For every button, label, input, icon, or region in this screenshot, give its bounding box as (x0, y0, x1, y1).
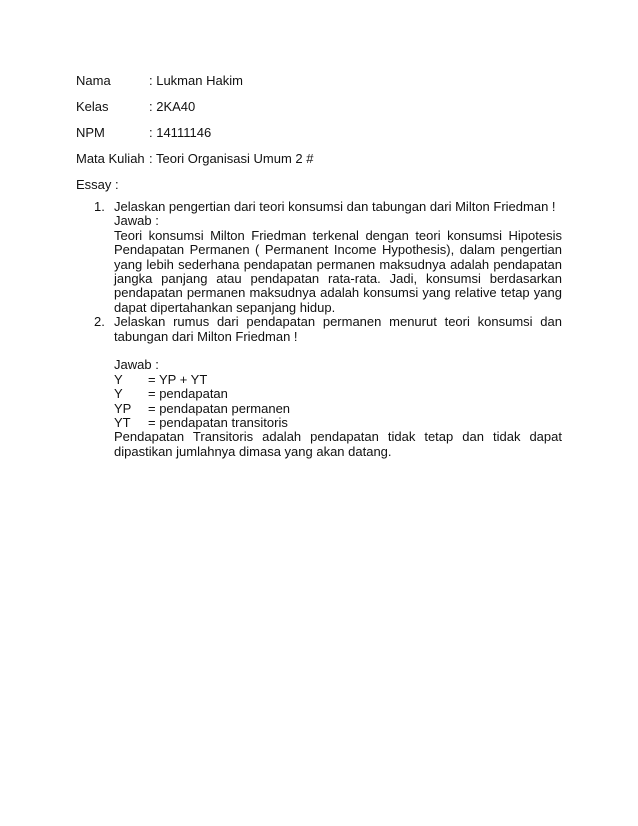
student-info (76, 73, 314, 177)
info-label: Mata Kuliah (76, 151, 145, 166)
question-list (94, 200, 562, 459)
formula-variable: YP (114, 400, 132, 416)
formula-variable: YT (114, 415, 131, 431)
formula-definition: = pendapatan transitoris (148, 415, 288, 431)
answer-label: Jawab : (114, 357, 159, 373)
formula-definition: = YP + YT (148, 371, 208, 387)
question-text: Jelaskan rumus dari pendapatan permanen menurut teori konsumsi dan tabungan dari Milton Friedman ! (114, 314, 562, 344)
formula-row (114, 416, 562, 430)
info-row-kelas (76, 99, 314, 115)
info-row-npm (76, 125, 314, 141)
info-label: NPM (76, 125, 105, 140)
question-number: 1. (94, 199, 105, 214)
info-row-mata-kuliah (76, 151, 314, 167)
blank-line (114, 344, 562, 358)
info-label: Nama (76, 73, 111, 88)
info-value: : Lukman Hakim (149, 73, 243, 88)
formula-variable: Y (114, 371, 123, 387)
info-value: : 2KA40 (149, 99, 196, 114)
formula-variable: Y (114, 386, 123, 402)
question-text: Jelaskan pengertian dari teori konsumsi dan tabungan dari Milton Friedman ! (114, 199, 556, 214)
formula-row (114, 387, 562, 401)
question-number: 2. (94, 314, 105, 330)
formula-definition: = pendapatan permanen (148, 400, 291, 416)
formula-row (114, 402, 562, 416)
essay-heading: Essay : (76, 177, 119, 192)
answer-label: Jawab : (114, 213, 159, 229)
formula-definition: = pendapatan (148, 386, 228, 402)
answer-text: Pendapatan Transitoris adalah pendapatan tidak tetap dan tidak dapat dipastikan jumlahnya dimasa yang akan datang. (114, 429, 562, 459)
formula-row (114, 373, 562, 387)
info-value: : Teori Organisasi Umum 2 # (149, 151, 314, 166)
question-item-2 (94, 315, 562, 459)
info-value: : 14111146 (149, 125, 212, 140)
info-label: Kelas (76, 99, 109, 114)
question-item-1 (94, 200, 562, 315)
answer-text: Teori konsumsi Milton Friedman terkenal dengan teori konsumsi Hipotesis Pendapatan Permanen ( Permanent Income Hypothesis), dalam pengertian yang lebih sederhana pendapatan permanen maksudnya adalah pendapatan jangka panjang atau pendapatan rata-rata. Jadi, konsumsi berdasarkan pendapatan permanen maksudnya adalah konsumsi yang relative tetap yang dapat dipertahankan sepanjang hidup. (114, 227, 562, 315)
info-row-nama (76, 73, 314, 89)
